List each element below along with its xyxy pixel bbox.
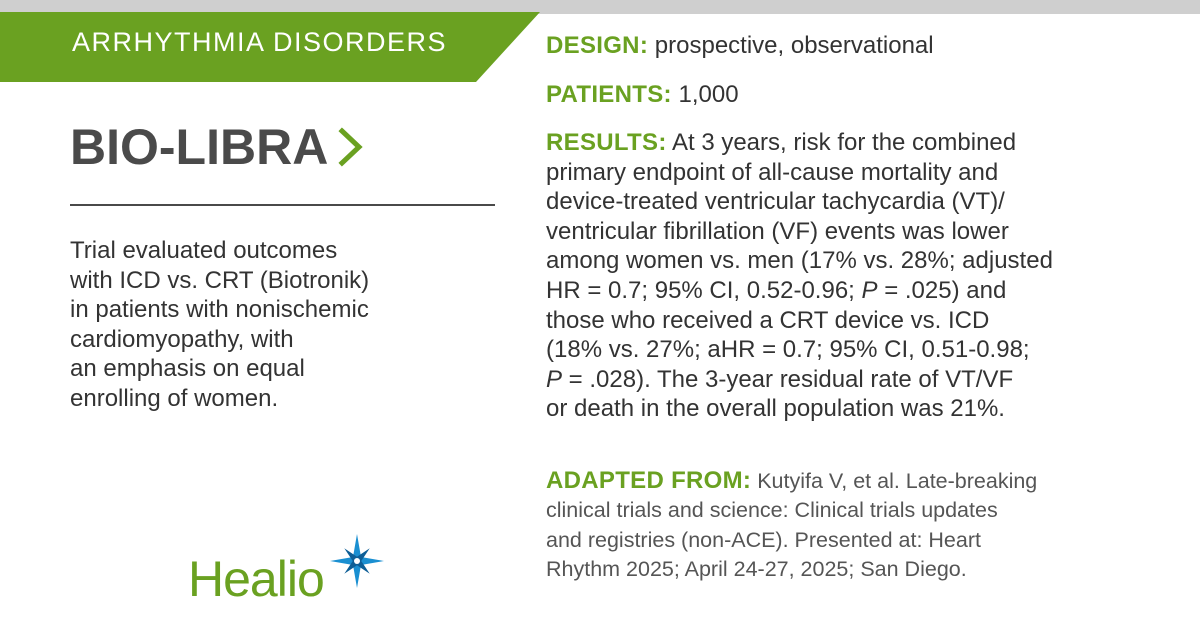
- results-text: = .025) and: [877, 276, 1007, 304]
- results-line: ventricular fibrillation (VF) events was lower: [546, 217, 1009, 245]
- trial-name: BIO-LIBRA: [70, 119, 329, 175]
- design-value: prospective, observational: [648, 32, 934, 59]
- patients-label: PATIENTS:: [546, 81, 672, 108]
- banner-gray-band: [0, 0, 1200, 14]
- trial-title: [70, 118, 364, 176]
- summary-line: an emphasis on equal: [70, 355, 305, 382]
- summary-line: cardiomyopathy, with: [70, 325, 294, 353]
- results-line: device-treated ventricular tachycardia (VT)/: [546, 188, 1005, 216]
- results-field: [546, 128, 1053, 424]
- results-line: those who received a CRT device vs. ICD: [546, 306, 990, 334]
- trial-summary: [70, 236, 470, 413]
- results-text: HR = 0.7; 95% CI, 0.52-0.96;: [546, 276, 862, 304]
- results-line: primary endpoint of all-cause mortality and: [546, 158, 999, 186]
- summary-line: with ICD vs. CRT (Biotronik): [70, 266, 370, 294]
- results-line: [546, 276, 1053, 306]
- logo-wordmark: Healio: [188, 551, 324, 607]
- results-line: or death in the overall population was 21%.: [546, 395, 1005, 423]
- design-label: DESIGN:: [546, 32, 649, 59]
- p-value-symbol: P: [861, 276, 878, 304]
- results-line: (18% vs. 27%; aHR = 0.7; 95% CI, 0.51-0.98;: [546, 336, 1030, 364]
- summary-line: enrolling of women.: [70, 384, 279, 412]
- patients-field: [546, 81, 739, 109]
- category-label: ARRHYTHMIA DISORDERS: [72, 27, 448, 57]
- adapted-text: Kutyifa V, et al. Late-breaking: [751, 469, 1038, 493]
- design-field: [546, 32, 934, 60]
- summary-line: Trial evaluated outcomes: [70, 237, 338, 264]
- adapted-from-field: [546, 466, 1037, 584]
- title-divider: [70, 204, 495, 206]
- summary-line: in patients with nonischemic: [70, 296, 369, 323]
- results-line: [546, 128, 1053, 158]
- results-text: At 3 years, risk for the combined: [666, 129, 1017, 156]
- healio-star-icon: [328, 532, 386, 590]
- adapted-label: ADAPTED FROM:: [546, 467, 752, 494]
- adapted-line: clinical trials and science: Clinical trials updates: [546, 498, 998, 523]
- results-label: RESULTS:: [546, 129, 667, 156]
- results-text: = .028). The 3-year residual rate of VT/VF: [562, 365, 1014, 393]
- results-line: among women vs. men (17% vs. 28%; adjusted: [546, 247, 1053, 275]
- results-line: [546, 365, 1053, 395]
- chevron-right-icon: [338, 127, 364, 167]
- p-value-symbol: P: [546, 365, 563, 393]
- adapted-line: [546, 466, 1037, 496]
- adapted-line: Rhythm 2025; April 24-27, 2025; San Diego.: [546, 556, 967, 581]
- patients-value: 1,000: [671, 81, 739, 108]
- adapted-line: and registries (non-ACE). Presented at: Heart: [546, 527, 981, 552]
